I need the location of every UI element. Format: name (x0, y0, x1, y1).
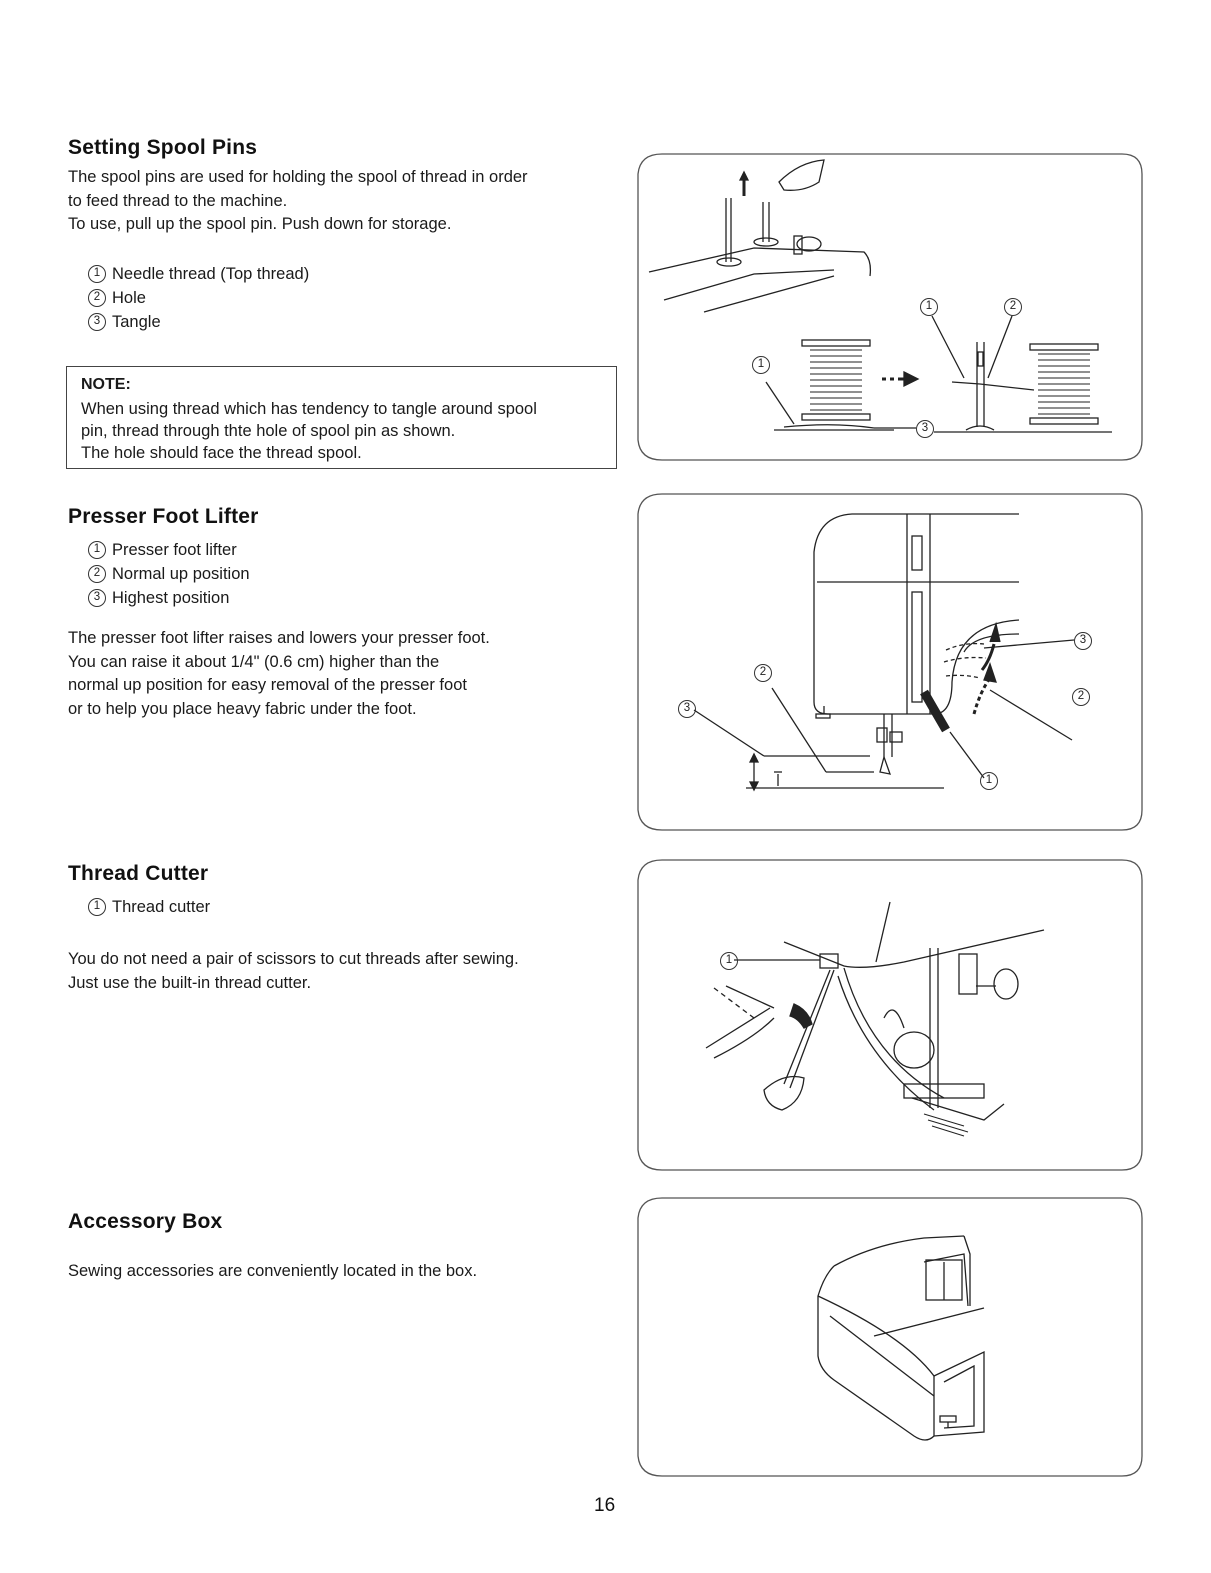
presser-foot-figure (634, 492, 1144, 832)
legend-item (88, 538, 250, 562)
note-line: When using thread which has tendency to tangle around spool (81, 400, 537, 418)
thread-cutter-body-line: Just use the built-in thread cutter. (68, 973, 312, 992)
legend-text: Hole (112, 289, 146, 307)
callout-number: 2 (88, 289, 106, 307)
figure-callout: 1 (980, 772, 998, 790)
legend-text: Presser foot lifter (112, 541, 237, 559)
section-title-thread-cutter: Thread Cutter (68, 862, 209, 885)
figure-callout: 2 (1004, 298, 1022, 316)
callout-number: 3 (88, 589, 106, 607)
figure-callout: 3 (678, 700, 696, 718)
callout-number: 2 (88, 565, 106, 583)
legend-text: Tangle (112, 313, 161, 331)
section-title-accessory-box: Accessory Box (68, 1210, 223, 1233)
accessory-box-body (68, 1260, 477, 1284)
spool-pins-legend (88, 262, 309, 334)
spool-pins-body (68, 166, 528, 237)
section-title-presser-foot: Presser Foot Lifter (68, 505, 259, 528)
figure-callout: 3 (1074, 632, 1092, 650)
figure-callout: 2 (754, 664, 772, 682)
figure-callout: 2 (1072, 688, 1090, 706)
accessory-box-figure (634, 1196, 1144, 1478)
thread-cutter-figure (634, 858, 1144, 1172)
legend-text: Normal up position (112, 565, 250, 583)
section-title-spool-pins: Setting Spool Pins (68, 136, 258, 159)
thread-cutter-body (68, 948, 519, 995)
figure-callout: 3 (916, 420, 934, 438)
presser-foot-body-line: You can raise it about 1/4" (0.6 cm) higher than the (68, 652, 440, 671)
thread-cutter-legend (88, 895, 210, 919)
callout-number: 1 (88, 265, 106, 283)
note-line: pin, thread through thte hole of spool pin as shown. (81, 422, 456, 440)
spool-pins-body-line: The spool pins are used for holding the spool of thread in order (68, 168, 528, 186)
figure-callout: 1 (720, 952, 738, 970)
spool-pins-body-line: To use, pull up the spool pin. Push down for storage. (68, 215, 452, 233)
presser-foot-body (68, 627, 490, 721)
figure-callout: 1 (920, 298, 938, 316)
legend-item (88, 262, 309, 286)
note-title: NOTE: (81, 376, 131, 393)
spool-pins-body-line: to feed thread to the machine. (68, 191, 288, 210)
legend-text: Thread cutter (112, 898, 211, 916)
presser-foot-body-line: The presser foot lifter raises and lowers your presser foot. (68, 629, 490, 647)
thread-cutter-body-line: You do not need a pair of scissors to cut threads after sewing. (68, 950, 519, 968)
legend-item (88, 310, 309, 334)
legend-item (88, 286, 309, 310)
page-number: 16 (594, 1495, 616, 1516)
callout-number: 3 (88, 313, 106, 331)
legend-text: Highest position (112, 589, 230, 607)
callout-number: 1 (88, 898, 106, 916)
accessory-box-body-line: Sewing accessories are conveniently located in the box. (68, 1262, 478, 1280)
legend-item (88, 895, 210, 919)
presser-foot-body-line: or to help you place heavy fabric under the foot. (68, 699, 417, 718)
callout-number: 1 (88, 541, 106, 559)
legend-item (88, 586, 250, 610)
note-box (66, 366, 617, 469)
legend-item (88, 562, 250, 586)
note-line: The hole should face the thread spool. (81, 444, 362, 462)
legend-text: Needle thread (Top thread) (112, 265, 310, 283)
spool-pins-figure (634, 152, 1144, 462)
figure-callout: 1 (752, 356, 770, 374)
presser-foot-body-line: normal up position for easy removal of the presser foot (68, 676, 467, 694)
presser-foot-legend (88, 538, 250, 610)
